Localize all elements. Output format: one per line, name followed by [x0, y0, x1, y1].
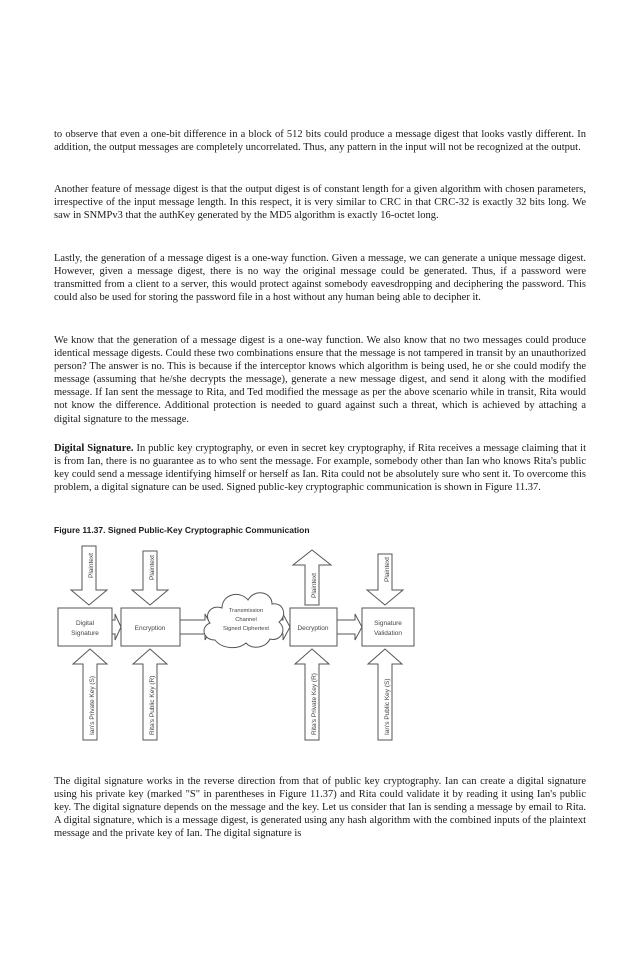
cloud-label-2: Channel	[235, 617, 257, 623]
paragraph-final: The digital signature works in the reverse direction from that of public key cryptography. Ian can create a digital signature using his private key (marked "S" in parentheses in Figure 11.37) and Rita could validate it by reading it using Ian's public key. The digital signature depends on the message and the key. Let us consider that Ian is sending a message by email to Rita. A digital signature, which is a message digest, is generated using any hash algorithm with the combined inputs of the plaintext message and the private key of Ian. The digital signature is	[54, 776, 586, 840]
plaintext-label-3: Plaintext	[311, 573, 318, 598]
paragraph-4: We know that the generation of a message digest is a one-way function. We also know that no two messages could produce identical message digests. Could these two combinations ensure that the message is not tampered in transit by an unauthorized person? The answer is no. This is because if the interceptor knows which algorithm is being used, he or she could modify the message (assuming that he/she decrypts the message), generate a new message digest, and send it along with the modified message. If Ian sent the message to Rita, and Ted modified the message as per the above scenario while in transit, Rita would not know the difference. Additional protection is needed to guard against such a threat, which is achieved by attaching a digital signature to the message.	[54, 335, 586, 425]
paragraph-3: Lastly, the generation of a message digest is a one-way function. Given a message, we can generate a unique message digest. However, given a message digest, there is no way the original message could be generated. Thus, if a password were transmitted from a client to a server, this would protect against somebody eavesdropping and deciphering the password. This could also be used for storing the password file in a host without any human being able to decipher it.	[54, 253, 586, 304]
cloud-label-3: Signed Ciphertext	[222, 626, 270, 632]
box-signature-validation	[362, 608, 414, 646]
cloud-label-1: Transmission	[228, 608, 264, 614]
key-label-1: Ian's Private Key (S)	[89, 675, 96, 735]
digital-signature-body: In public key cryptography, or even in secret key cryptography, if Rita receives a message claiming that it is from Ian, there is no guarantee as to who sent the message. For example, somebody other than Ian who knows Rita's public key could send a message identifying himself or herself as Ian. Rita could not be absolutely sure who sent it. To overcome this problem, a digital signature can be used. Signed public-key cryptographic communication is shown in Figure 11.37.	[54, 443, 586, 494]
paragraph-2: Another feature of message digest is that the output digest is of constant length for a given algorithm with chosen parameters, irrespective of the input message length. In this respect, it is very similar to CRC in that CRC-32 is exactly 32 bits long. We saw in SNMPv3 that the authKey generated by the MD5 algorithm is exactly 16-octet long.	[54, 184, 586, 222]
box-label-encryption: Encryption	[134, 625, 166, 632]
box-label-signature-validation-2: Validation	[373, 630, 403, 637]
plaintext-label-1: Plaintext	[88, 553, 95, 578]
plaintext-label-4: Plaintext	[384, 557, 391, 582]
box-label-digital-signature-2: Signature	[71, 630, 99, 637]
box-label-digital-signature-1: Digital	[75, 620, 95, 627]
key-label-2: Rita's Public Key (R)	[149, 675, 156, 735]
figure-caption: Figure 11.37. Signed Public-Key Cryptographic Communication	[54, 525, 310, 535]
box-label-decryption: Decryption	[297, 625, 329, 632]
key-label-4: Ian's Public Key (S)	[384, 678, 391, 735]
h-arrow-4	[337, 614, 362, 640]
h-arrow-1	[112, 614, 121, 640]
paragraph-1: to observe that even a one-bit difference in a block of 512 bits could produce a message digest that looks vastly different. In addition, the output messages are completely uncorrelated. Thus, any pattern in the input will not be recognized at the output.	[54, 129, 586, 154]
box-label-signature-validation-1: Signature	[374, 620, 402, 627]
key-label-3: Rita's Private Key (R)	[311, 673, 318, 735]
box-digital-signature	[58, 608, 112, 646]
digital-signature-lead: Digital Signature.	[54, 443, 134, 454]
plaintext-label-2: Plaintext	[149, 555, 156, 580]
